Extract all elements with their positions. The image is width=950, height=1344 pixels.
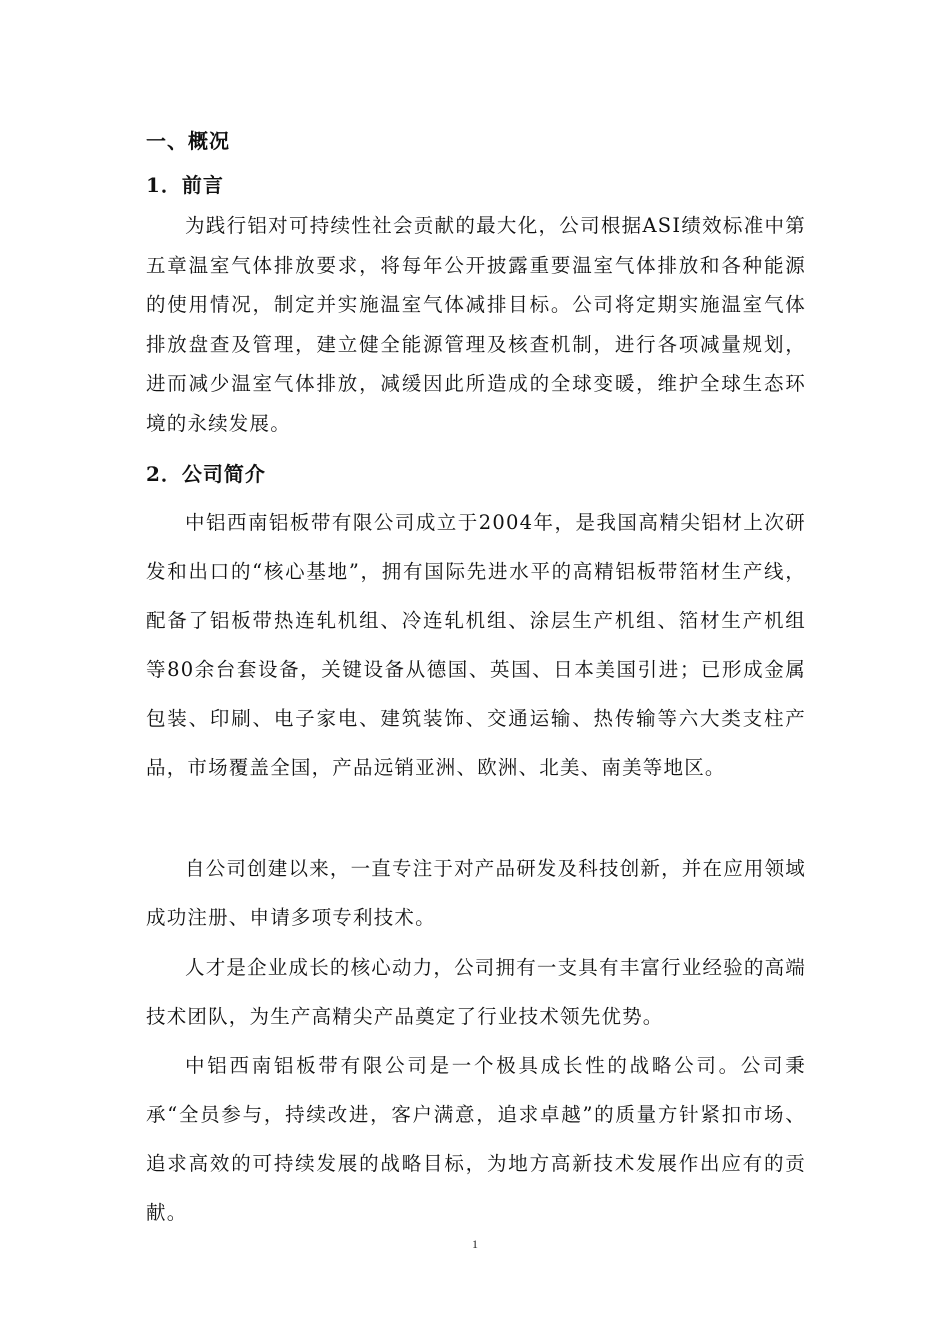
subsection-title-company-profile: 2．公司简介 bbox=[146, 462, 266, 486]
company-profile-paragraph-2: 自公司创建以来，一直专注于对产品研发及科技创新，并在应用领域成功注册、申请多项专利技术。 bbox=[146, 857, 807, 929]
company-profile-paragraph-3: 人才是企业成长的核心动力，公司拥有一支具有丰富行业经验的高端技术团队，为生产高精尖产品奠定了行业技术领先优势。 bbox=[146, 956, 807, 1028]
company-profile-paragraph-4: 中铝西南铝板带有限公司是一个极具成长性的战略公司。公司秉承“全员参与，持续改进，客户满意，追求卓越”的质量方针紧扣市场、追求高效的可持续发展的战略目标，为地方高新技术发展作出应有的贡献。 bbox=[146, 1054, 806, 1224]
page-number: 1 bbox=[472, 1237, 478, 1251]
subsection-title-foreword: 1．前言 bbox=[146, 173, 224, 197]
company-profile-paragraph-1: 中铝西南铝板带有限公司成立于2004年，是我国高精尖铝材上次研发和出口的“核心基地”，拥有国际先进水平的高精铝板带箔材生产线，配备了铝板带热连轧机组、冷连轧机组、涂层生产机组、箔材生产机组等80余台套设备，关键设备从德国、英国、日本美国引进；已形成金属包装、印刷、电子家电、建筑装饰、交通运输、热传输等六大类支柱产品，市场覆盖全国，产品远销亚洲、欧洲、北美、南美等地区。 bbox=[146, 511, 806, 779]
section-title: 一、概况 bbox=[146, 129, 230, 153]
foreword-paragraph: 为践行铝对可持续性社会贡献的最大化，公司根据ASI绩效标准中第五章温室气体排放要求，将每年公开披露重要温室气体排放和各种能源的使用情况，制定并实施温室气体减排目标。公司将定期实施温室气体排放盘查及管理，建立健全能源管理及核查机制，进行各项减量规划，进而减少温室气体排放，减缓因此所造成的全球变暖，维护全球生态环境的永续发展。 bbox=[146, 214, 806, 435]
